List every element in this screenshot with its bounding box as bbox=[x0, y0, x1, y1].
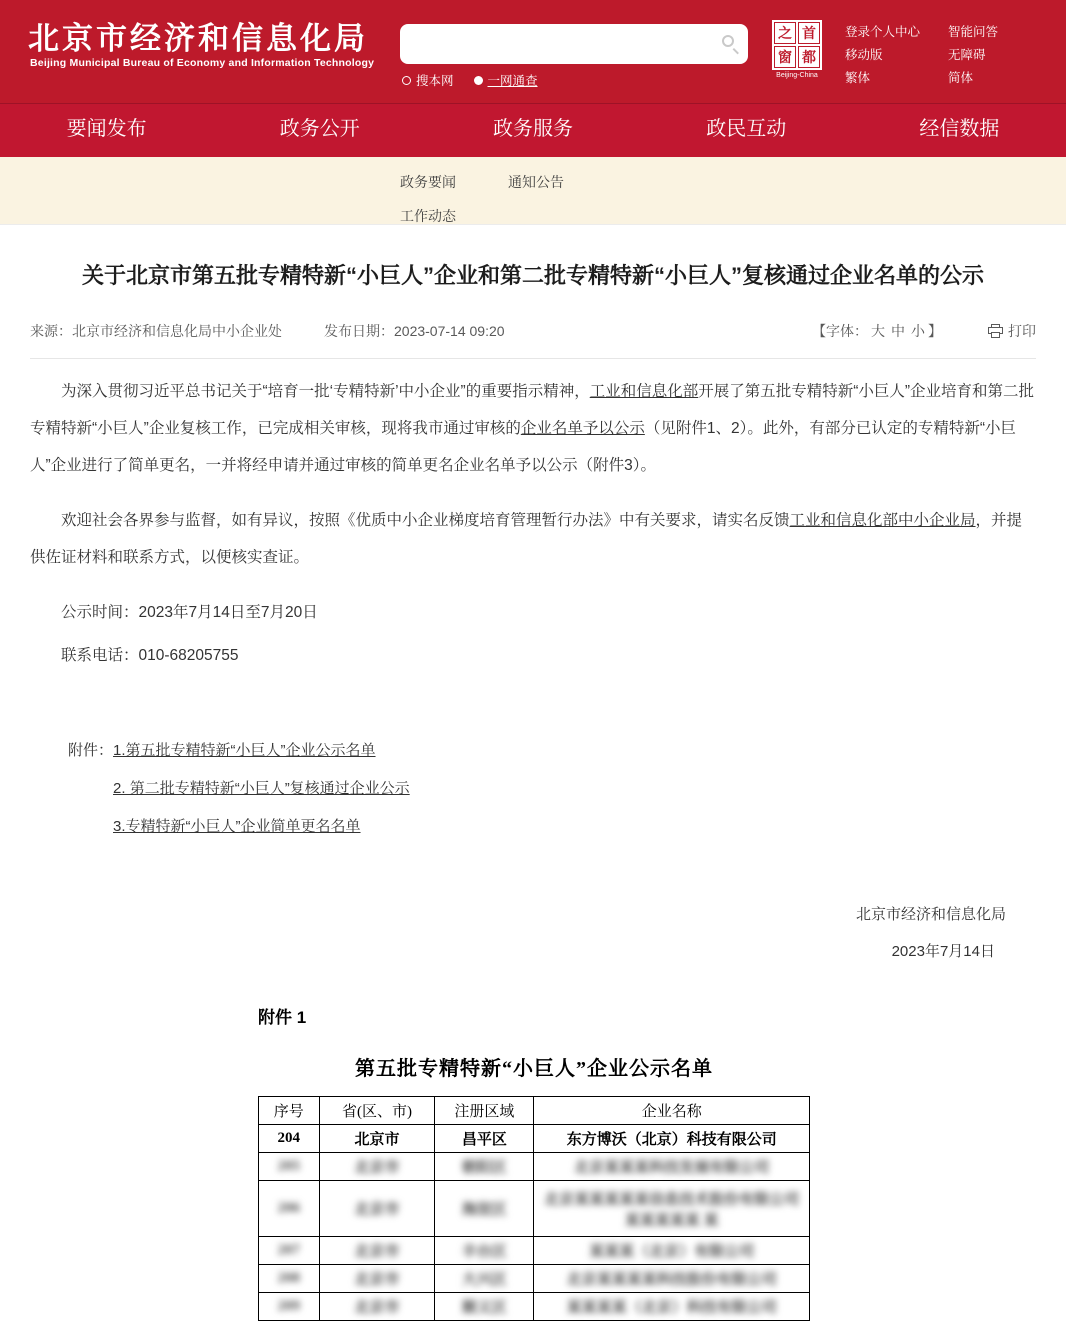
header-link-移动版[interactable]: 移动版 bbox=[845, 48, 883, 62]
header-link-智能问答[interactable]: 智能问答 bbox=[948, 25, 999, 39]
table-header-row bbox=[259, 1097, 810, 1125]
attachment1-preview bbox=[258, 1003, 810, 1321]
quick-links-col1 bbox=[845, 22, 920, 86]
article-meta bbox=[30, 321, 1036, 341]
nav-item-要闻发布[interactable] bbox=[0, 104, 213, 157]
table-cell-blurred: 北京市 bbox=[319, 1181, 435, 1237]
nav-item-政务公开[interactable] bbox=[213, 104, 426, 157]
paragraph-text: 欢迎社会各界参与监督，如有异议，按照《优质中小企业梯度培育管理暂行办法》中有关要求，请实名反馈 bbox=[61, 512, 790, 529]
subnav-item-通知公告[interactable]: 通知公告 bbox=[508, 174, 564, 190]
site-logo-subtitle: Beijing Municipal Bureau of Economy and Information Technology bbox=[30, 57, 375, 69]
contact-phone: 联系电话：010-68205755 bbox=[61, 647, 239, 664]
header-link-繁体[interactable]: 繁体 bbox=[845, 71, 871, 85]
table-cell-blurred: 海淀区 bbox=[435, 1181, 534, 1237]
article-source: 来源：北京市经济和信息化局中小企业处 bbox=[30, 323, 282, 339]
attachments-label: 附件： bbox=[68, 742, 114, 759]
table-cell: 北京市 bbox=[319, 1125, 435, 1153]
table-cell-blurred: 北京市 bbox=[319, 1265, 435, 1293]
print-button[interactable]: 打印 bbox=[988, 321, 1036, 341]
table-row bbox=[259, 1125, 810, 1153]
signature-block bbox=[30, 904, 1036, 963]
nav-item-label: 经信数据 bbox=[919, 118, 1000, 140]
inline-link[interactable]: 工业和信息化部中小企业局 bbox=[789, 512, 976, 529]
table-row-blurred bbox=[259, 1153, 810, 1181]
capital-window-char: 首 bbox=[798, 22, 820, 44]
nav-item-label: 政务公开 bbox=[279, 118, 360, 140]
font-widget-prefix: 【字体： bbox=[812, 323, 868, 339]
signature-org: 北京市经济和信息化局 bbox=[855, 906, 1006, 923]
search-scope-1[interactable] bbox=[402, 71, 454, 89]
table-cell-blurred: 209 bbox=[259, 1293, 320, 1321]
header-link-无障碍[interactable]: 无障碍 bbox=[948, 48, 986, 62]
paragraph-text: ，并提供佐证材料和联系方式，以便核实查证。 bbox=[30, 512, 1023, 566]
page-title: 关于北京市第五批专精特新“小巨人”企业和第二批专精特新“小巨人”复核通过企业名单的公示 bbox=[81, 263, 984, 288]
table-cell-blurred: 朝阳区 bbox=[435, 1153, 534, 1181]
table-cell-blurred: 某某某某（北京）科技有限公司 bbox=[534, 1293, 810, 1321]
search-scope-group bbox=[402, 71, 538, 89]
table-row-blurred bbox=[259, 1181, 810, 1237]
inline-link[interactable]: 工业和信息化部 bbox=[589, 383, 699, 400]
search-icon[interactable] bbox=[722, 35, 734, 47]
table-cell-blurred: 北京市 bbox=[319, 1153, 435, 1181]
site-search-input[interactable] bbox=[400, 24, 748, 64]
table-cell-blurred: 某某某（北京）有限公司 bbox=[534, 1237, 810, 1265]
table-cell: 昌平区 bbox=[435, 1125, 534, 1153]
table-cell-blurred: 北京市 bbox=[319, 1293, 435, 1321]
attachment1-table-title: 第五批专精特新“小巨人”企业公示名单 bbox=[355, 1058, 713, 1080]
article-meta-right bbox=[812, 321, 1036, 341]
font-size-control bbox=[812, 321, 942, 341]
printer-icon bbox=[988, 324, 1003, 338]
paragraph-text: （见附件1、2）。此外，有部分已认定的专精特新“小巨人”企业进行了简单更名，一并将经申请并通过审核的简单更名企业名单予以公示（附件3）。 bbox=[30, 420, 1016, 474]
search-scope-2[interactable] bbox=[474, 71, 538, 89]
table-cell: 204 bbox=[259, 1125, 320, 1153]
table-cell-blurred: 205 bbox=[259, 1153, 320, 1181]
table-cell-blurred: 北京某某某某某信息技术股份有限公司某某某某某 某 bbox=[534, 1181, 810, 1237]
attachment-table bbox=[258, 1096, 810, 1321]
table-cell-blurred: 207 bbox=[259, 1237, 320, 1265]
capital-window-caption: Beijing-China bbox=[776, 72, 818, 79]
table-cell-blurred: 206 bbox=[259, 1181, 320, 1237]
search-scope-label: 搜本网 bbox=[416, 74, 454, 88]
paragraph-text: 为深入贯彻习近平总书记关于“培育一批‘专精特新’中小企业”的重要指示精神， bbox=[61, 383, 590, 400]
radio-icon bbox=[474, 76, 483, 85]
article-body bbox=[30, 373, 1036, 674]
capital-window-logo[interactable] bbox=[772, 20, 822, 70]
nav-item-政民互动[interactable] bbox=[640, 104, 853, 157]
table-cell-blurred: 208 bbox=[259, 1265, 320, 1293]
subnav-item-工作动态[interactable]: 工作动态 bbox=[400, 208, 456, 224]
article-meta-left bbox=[30, 321, 505, 341]
nav-item-经信数据[interactable] bbox=[853, 104, 1066, 157]
table-row-blurred bbox=[259, 1293, 810, 1321]
radio-icon bbox=[402, 76, 411, 85]
search-box bbox=[400, 24, 748, 64]
attachment1-label: 附件 1 bbox=[258, 1008, 307, 1027]
capital-window-char: 窗 bbox=[774, 46, 796, 68]
site-header bbox=[0, 0, 1066, 103]
table-header-cell: 省(区、市) bbox=[319, 1097, 435, 1125]
table-cell-blurred: 顺义区 bbox=[435, 1293, 534, 1321]
header-link-简体[interactable]: 简体 bbox=[948, 71, 974, 85]
site-logo-title[interactable]: 北京市经济和信息化局 bbox=[28, 21, 368, 56]
search-scope-label: 一网通查 bbox=[487, 74, 538, 88]
divider bbox=[30, 358, 1036, 359]
nav-item-label: 要闻发布 bbox=[67, 104, 147, 163]
quick-links-col2 bbox=[948, 22, 998, 86]
nav-item-政务服务[interactable] bbox=[426, 104, 639, 157]
article-content bbox=[0, 259, 1066, 1321]
table-cell-blurred: 丰台区 bbox=[435, 1237, 534, 1265]
attachment-link-1[interactable]: 1.第五批专精特新“小巨人”企业公示名单 bbox=[113, 742, 376, 759]
font-size-小[interactable]: 小 bbox=[911, 323, 925, 339]
table-header-cell: 注册区域 bbox=[435, 1097, 534, 1125]
signature-date: 2023年7月14日 bbox=[891, 943, 995, 960]
table-row-blurred bbox=[259, 1237, 810, 1265]
table-cell: 东方博沃（北京）科技有限公司 bbox=[534, 1125, 810, 1153]
table-header-cell: 企业名称 bbox=[534, 1097, 810, 1125]
main-nav bbox=[0, 103, 1066, 157]
font-size-中[interactable]: 中 bbox=[891, 323, 905, 339]
header-link-登录个人中心[interactable]: 登录个人中心 bbox=[845, 25, 921, 39]
table-cell-blurred: 北京某某某某科技股份有限公司 bbox=[534, 1265, 810, 1293]
article-paragraph-1 bbox=[30, 373, 1036, 484]
table-cell-blurred: 北京市 bbox=[319, 1237, 435, 1265]
table-cell-blurred: 北京某某某科技发展有限公司 bbox=[534, 1153, 810, 1181]
publicity-period: 公示时间：2023年7月14日至7月20日 bbox=[61, 604, 318, 621]
attachment-link-3[interactable]: 3.专精特新“小巨人”企业简单更名名单 bbox=[113, 818, 361, 835]
subnav-panel bbox=[0, 157, 1066, 225]
article-paragraph-2 bbox=[30, 502, 1036, 576]
capital-window-char: 都 bbox=[798, 46, 820, 68]
nav-item-label: 政民互动 bbox=[706, 118, 787, 140]
article-date: 发布日期：2023-07-14 09:20 bbox=[324, 323, 505, 339]
capital-window-char: 之 bbox=[774, 22, 796, 44]
table-row-blurred bbox=[259, 1265, 810, 1293]
attachments-list bbox=[113, 732, 410, 846]
table-cell-blurred: 大兴区 bbox=[435, 1265, 534, 1293]
paragraph-text: 开展了第五批专精特新“小巨人”企业培育和第二批专精特新“小巨人”企业复核工作，已完成相关审核，现将我市通过审核的 bbox=[30, 383, 1035, 437]
attachment-link-2[interactable]: 2. 第二批专精特新“小巨人”复核通过企业公示 bbox=[113, 780, 410, 797]
attachments-block bbox=[68, 732, 1036, 846]
subnav-item-政务要闻[interactable]: 政务要闻 bbox=[400, 174, 456, 190]
header-quick-links bbox=[845, 22, 998, 86]
inline-link[interactable]: 企业名单予以公示 bbox=[520, 420, 645, 437]
table-header-cell: 序号 bbox=[259, 1097, 320, 1125]
font-size-大[interactable]: 大 bbox=[871, 323, 885, 339]
font-widget-suffix: 】 bbox=[928, 323, 942, 339]
nav-item-label: 政务服务 bbox=[493, 118, 573, 140]
